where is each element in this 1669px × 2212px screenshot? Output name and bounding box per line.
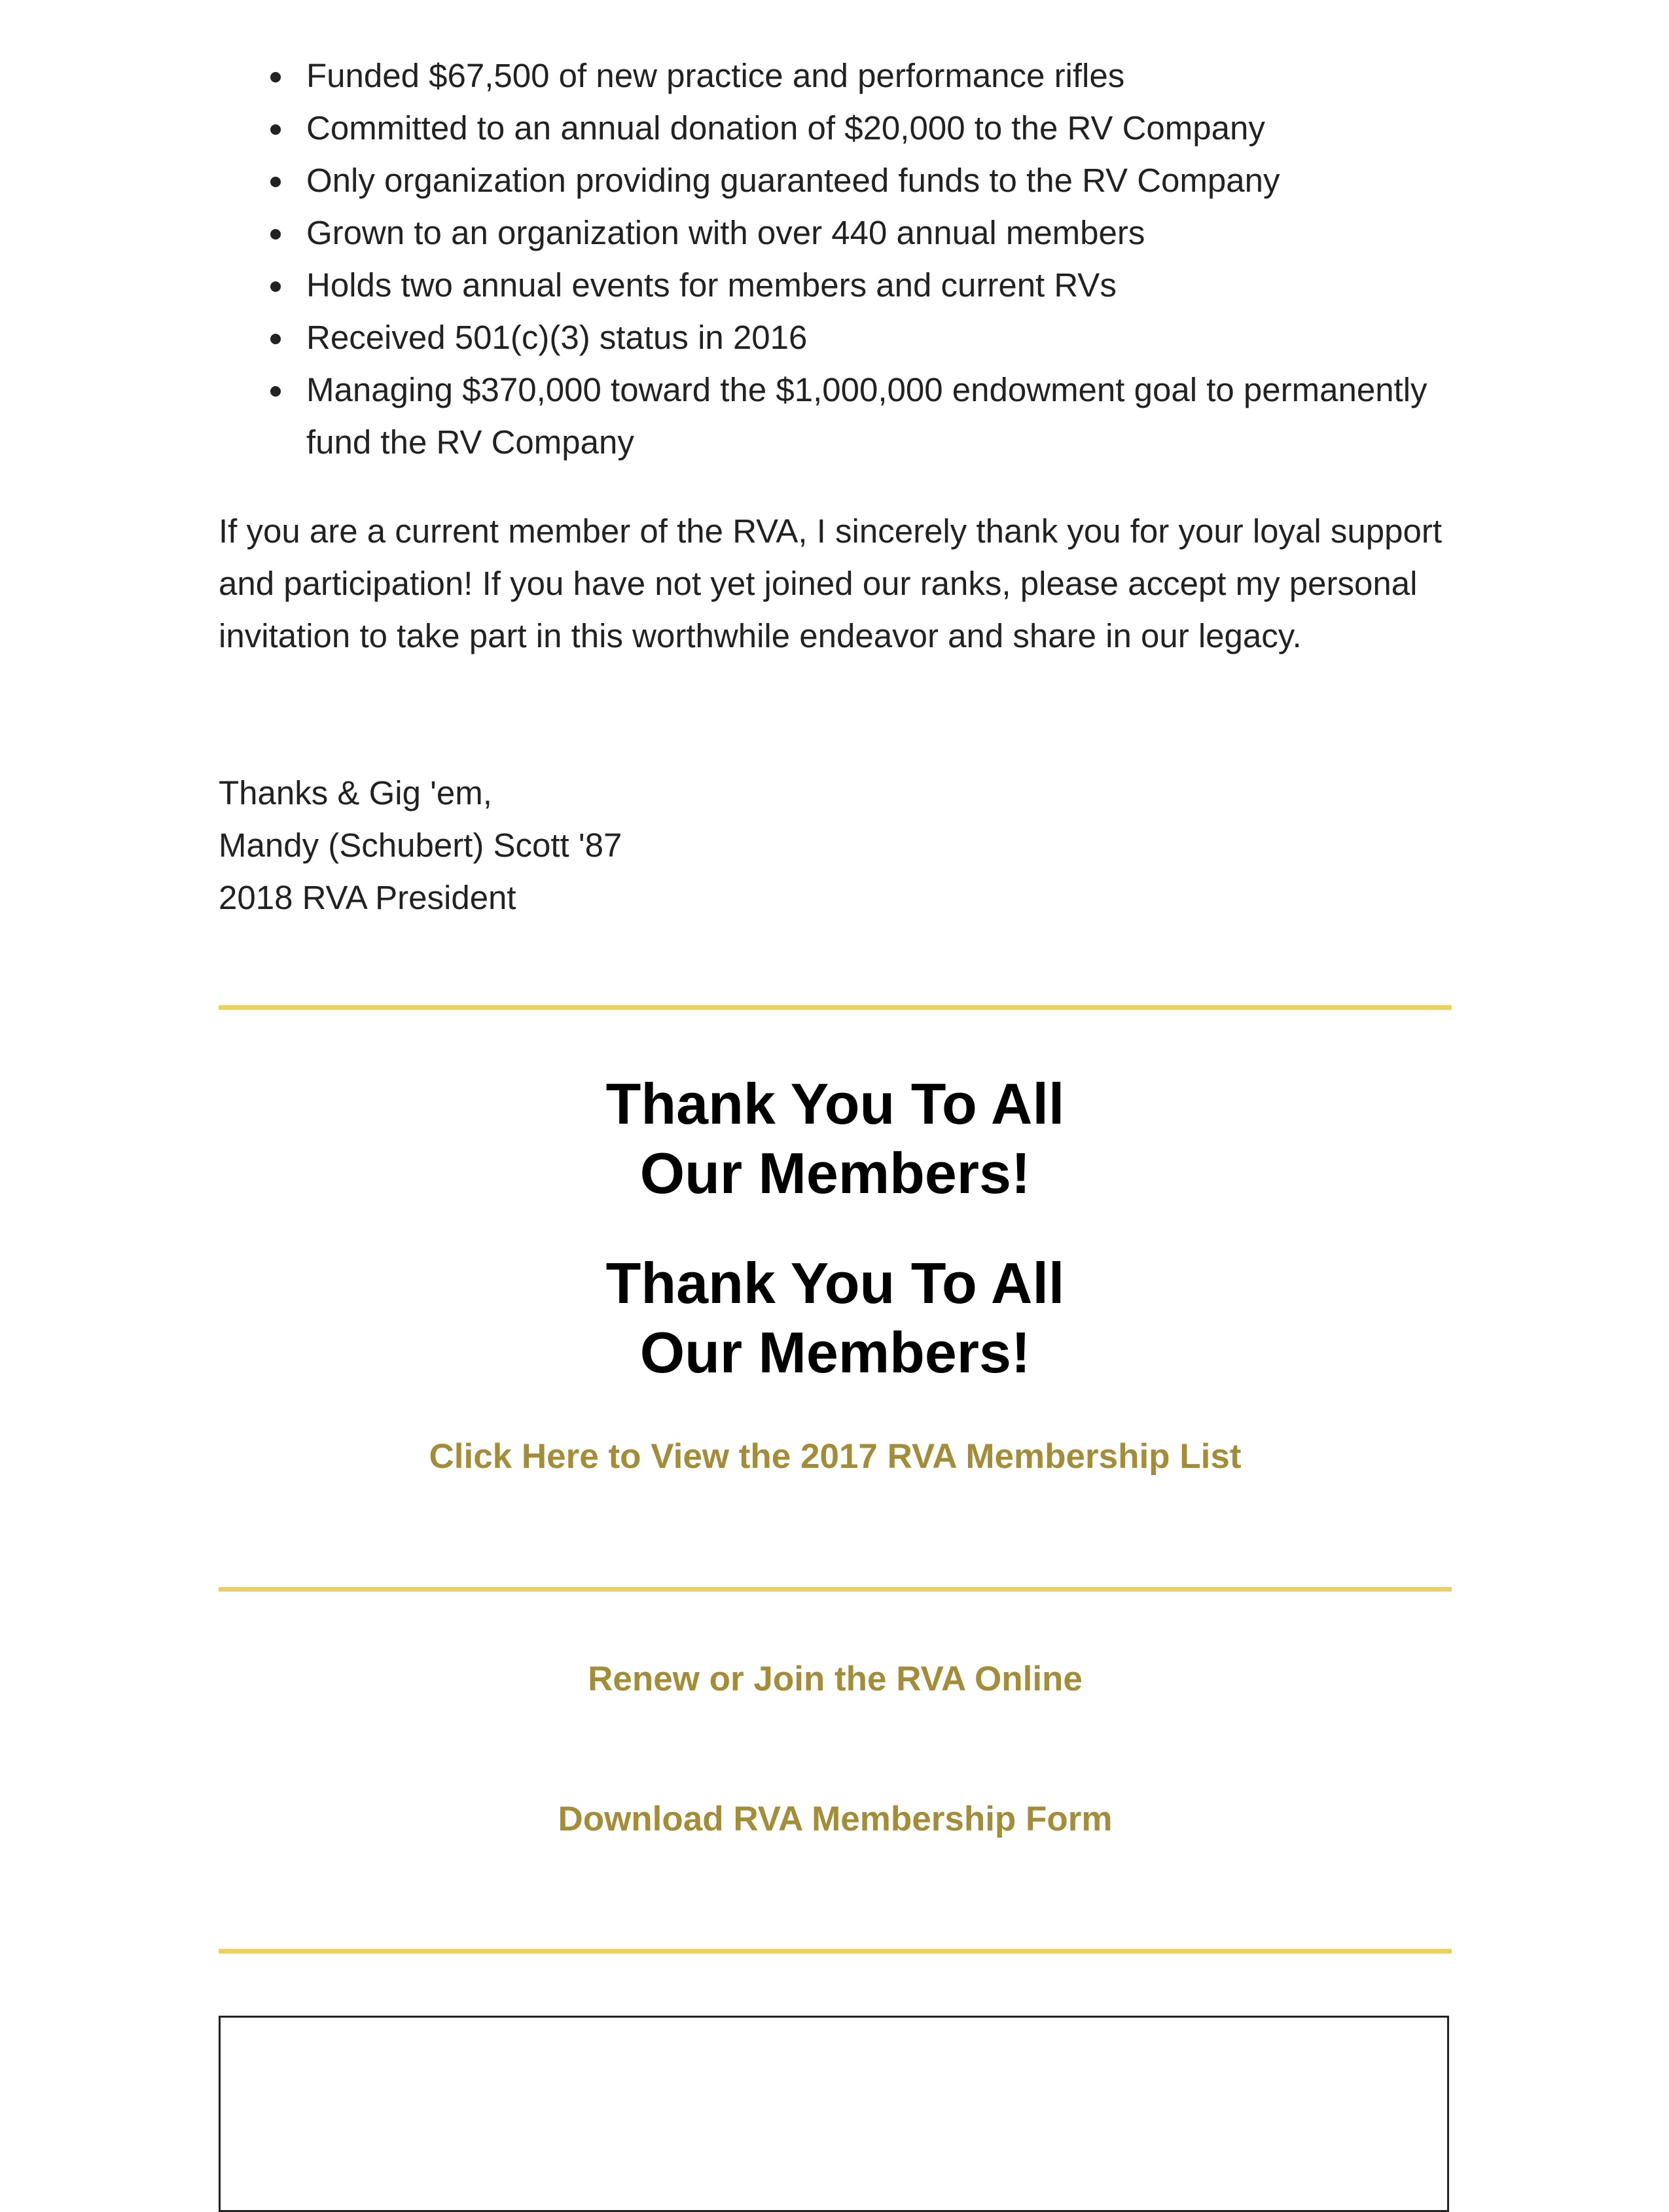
bullet-icon	[270, 177, 281, 187]
renew-join-link[interactable]: Renew or Join the RVA Online	[588, 1660, 1083, 1698]
closing-line: Thanks & Gig 'em,	[219, 774, 492, 812]
bullet-icon	[270, 281, 281, 292]
bullet-icon	[270, 229, 281, 240]
accomplishments-list	[219, 50, 1452, 469]
list-item-text: Only organization providing guaranteed funds to the RV Company	[306, 162, 1280, 199]
bullet-icon	[270, 72, 281, 82]
heading-line-2: Our Members!	[639, 1141, 1031, 1205]
membership-list-link[interactable]: Click Here to View the 2017 RVA Membership List	[429, 1437, 1242, 1476]
list-item	[219, 312, 1452, 364]
bullet-icon	[270, 386, 281, 397]
list-item	[219, 154, 1452, 207]
list-item-text: Grown to an organization with over 440 annual members	[306, 214, 1145, 251]
list-item	[219, 259, 1452, 312]
list-item-text: Funded $67,500 of new practice and performance rifles	[306, 57, 1125, 94]
list-item	[219, 207, 1452, 259]
list-item	[219, 364, 1452, 469]
list-item-text: Managing $370,000 toward the $1,000,000 endowment goal to permanently fund the RV Company	[306, 371, 1427, 461]
heading-line-1: Thank You To All	[605, 1071, 1065, 1136]
list-item-text: Committed to an annual donation of $20,000 to the RV Company	[306, 109, 1265, 147]
signer-name: Mandy (Schubert) Scott '87	[219, 827, 622, 864]
heading-line-2: Our Members!	[639, 1320, 1031, 1385]
list-item-text: Holds two annual events for members and current RVs	[306, 266, 1117, 304]
intro-paragraph: If you are a current member of the RVA, I sincerely thank you for your loyal support and participation! If you have not yet joined our ranks, please accept my personal invitation to take part in this worthwhile endeavor and share in our legacy.	[219, 512, 1442, 654]
bullet-icon	[270, 124, 281, 135]
list-item-text: Received 501(c)(3) status in 2016	[306, 319, 808, 356]
signer-title: 2018 RVA President	[219, 879, 516, 916]
heading-line-1: Thank You To All	[605, 1251, 1065, 1315]
gold-divider	[219, 1005, 1452, 1010]
gold-divider	[219, 1949, 1452, 1953]
list-item	[219, 102, 1452, 154]
thank-you-heading	[219, 1069, 1452, 1208]
thank-you-heading-repeat	[219, 1249, 1452, 1387]
content-box	[219, 2016, 1449, 2212]
bullet-icon	[270, 334, 281, 344]
download-form-link[interactable]: Download RVA Membership Form	[558, 1800, 1113, 1838]
list-item	[219, 50, 1452, 102]
signature-block	[219, 767, 1452, 924]
gold-divider	[219, 1587, 1452, 1592]
